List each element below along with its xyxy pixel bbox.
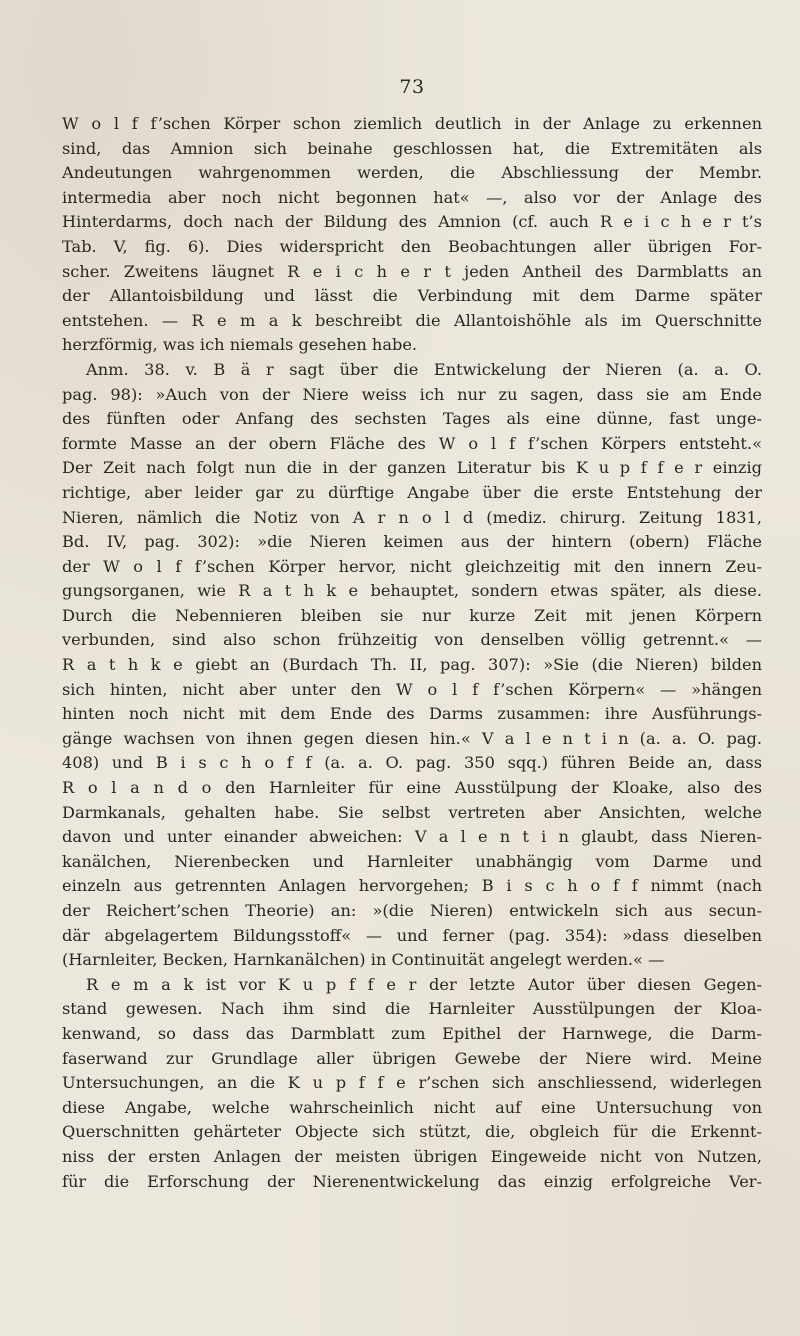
text-line: Tab. V, fig. 6). Dies widerspricht den Beobachtungen aller übrigen For- — [62, 236, 762, 256]
text-line: für die Erforschung der Nierenentwickelung das einzig erfolgreiche Ver- — [62, 1171, 762, 1191]
text-line: des fünften oder Anfang des sechsten Tages als eine dünne, fast unge- — [62, 409, 762, 429]
text-line: R o l a n d o den Harnleiter für eine Ausstülpung der Kloake, also des — [62, 778, 762, 798]
page-number: 73 — [399, 76, 425, 98]
text-line: niss der ersten Anlagen der meisten übrigen Eingeweide nicht von Nutzen, — [62, 1146, 762, 1166]
text-line: R a t h k e giebt an (Burdach Th. II, pag. 307): »Sie (die Nieren) bilden — [62, 655, 762, 675]
text-line: Hinterdarms, doch nach der Bildung des Amnion (cf. auch R e i c h e r t’s — [62, 212, 762, 232]
text-line: formte Masse an der obern Fläche des W o l f f’schen Körpers entsteht.« — [62, 433, 762, 453]
text-line: R e m a k ist vor K u p f f e r der letzte Autor über diesen Gegen- — [86, 974, 762, 994]
text-line: Querschnitten gehärteter Objecte sich stützt, die, obgleich für die Erkennt- — [62, 1122, 762, 1142]
text-line: 408) und B i s c h o f f (a. a. O. pag. 350 sqq.) führen Beide an, dass — [62, 753, 762, 773]
text-line: einzeln aus getrennten Anlagen hervorgehen; B i s c h o f f nimmt (nach — [62, 876, 762, 896]
text-line: Andeutungen wahrgenommen werden, die Abschliessung der Membr. — [62, 163, 762, 183]
text-line: der Allantoisbildung und lässt die Verbindung mit dem Darme später — [62, 286, 762, 306]
text-line: W o l f f’schen Körper schon ziemlich deutlich in der Anlage zu erkennen — [62, 114, 762, 133]
text-line: hinten noch nicht mit dem Ende des Darms zusammen: ihre Ausführungs- — [62, 704, 762, 724]
text-line: (Harnleiter, Becken, Harnkanälchen) in Continuität angelegt werden.« — — [62, 950, 665, 970]
text-line: herzförmig, was ich niemals gesehen habe. — [62, 335, 418, 355]
text-line: faserwand zur Grundlage aller übrigen Gewebe der Niere wird. Meine — [62, 1048, 762, 1068]
text-line: sind, das Amnion sich beinahe geschlossen hat, die Extremitäten als — [62, 138, 762, 158]
text-line: kanälchen, Nierenbecken und Harnleiter unabhängig vom Darme und — [62, 851, 762, 871]
text-line: pag. 98): »Auch von der Niere weiss ich nur zu sagen, dass sie am Ende — [62, 384, 762, 404]
text-line: Untersuchungen, an die K u p f f e r’schen sich anschliessend, widerlegen — [62, 1073, 762, 1093]
text-line: davon und unter einander abweichen: V a l e n t i n glaubt, dass Nieren- — [62, 827, 762, 847]
text-line: gänge wachsen von ihnen gegen diesen hin.« V a l e n t i n (a. a. O. pag. — [62, 728, 762, 748]
text-line: Darmkanals, gehalten habe. Sie selbst vertreten aber Ansichten, welche — [62, 802, 762, 822]
text-line: entstehen. — R e m a k beschreibt die Allantoishöhle als im Querschnitte — [62, 310, 762, 330]
text-line: scher. Zweitens läugnet R e i c h e r t jeden Antheil des Darmblatts an — [62, 261, 762, 281]
text-line: där abgelagertem Bildungsstoff« — und ferner (pag. 354): »dass dieselben — [62, 925, 762, 945]
text-line: Nieren, nämlich die Notiz von A r n o l d (mediz. chirurg. Zeitung 1831, — [62, 507, 762, 527]
text-line: kenwand, so dass das Darmblatt zum Epithel der Harnwege, die Darm- — [62, 1023, 762, 1043]
text-line: gungsorganen, wie R a t h k e behauptet, sondern etwas später, als diese. — [62, 581, 762, 601]
text-line: der Reichert’schen Theorie) an: »(die Nieren) entwickeln sich aus secun- — [62, 901, 762, 920]
text-line: intermedia aber noch nicht begonnen hat« —, also vor der Anlage des — [62, 187, 762, 207]
text-line: Bd. IV, pag. 302): »die Nieren keimen aus der hintern (obern) Fläche — [62, 532, 762, 552]
text-line: Anm. 38. v. B ä r sagt über die Entwickelung der Nieren (a. a. O. — [86, 359, 762, 379]
text-line: stand gewesen. Nach ihm sind die Harnleiter Ausstülpungen der Kloa- — [62, 999, 762, 1019]
text-line: Der Zeit nach folgt nun die in der ganzen Literatur bis K u p f f e r einzig — [62, 458, 762, 478]
text-line: diese Angabe, welche wahrscheinlich nicht auf eine Untersuchung von — [62, 1097, 762, 1117]
text-line: richtige, aber leider gar zu dürftige Angabe über die erste Entstehung der — [62, 482, 762, 502]
text-line: sich hinten, nicht aber unter den W o l f f’schen Körpern« — »hängen — [62, 679, 762, 699]
text-line: verbunden, sind also schon frühzeitig von denselben völlig getrennt.« — — [62, 630, 762, 650]
text-line: Durch die Nebennieren bleiben sie nur kurze Zeit mit jenen Körpern — [62, 605, 762, 625]
text-line: der W o l f f’schen Körper hervor, nicht gleichzeitig mit den innern Zeu- — [62, 556, 762, 576]
body-text — [62, 112, 762, 1194]
